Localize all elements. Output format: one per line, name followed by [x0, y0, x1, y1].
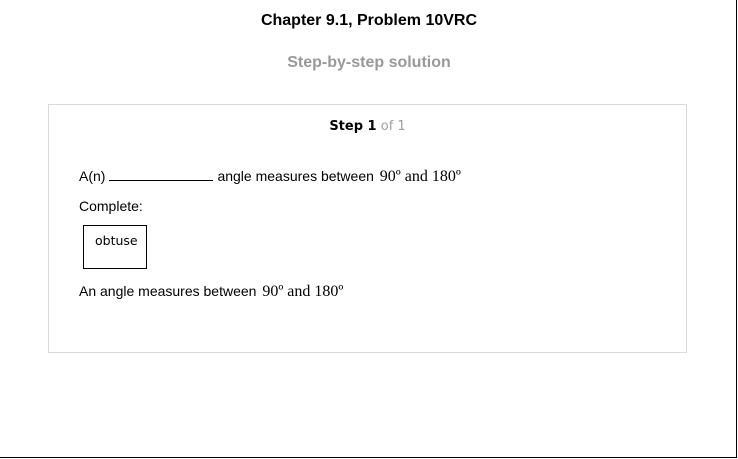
- page-title: Chapter 9.1, Problem 10VRC: [260, 12, 478, 29]
- question-suffix: angle measures between: [217, 168, 374, 184]
- solution-subtitle: Step-by-step solution: [287, 54, 451, 71]
- question-prefix: A(n): [79, 168, 106, 184]
- step-label: Step 1: [329, 119, 377, 134]
- step-count: of 1: [380, 119, 406, 134]
- conclusion-line: [79, 283, 343, 301]
- step-header: [49, 119, 686, 134]
- question-math: 90º and 180º: [379, 168, 461, 185]
- step-card: [48, 104, 687, 353]
- answer-text: obtuse: [95, 233, 138, 248]
- question-line: [79, 168, 461, 186]
- conclusion-text: An angle measures between: [79, 283, 257, 299]
- complete-label: Complete:: [79, 198, 143, 214]
- answer-box: [83, 225, 147, 269]
- conclusion-math: 90º and 180º: [262, 283, 344, 300]
- answer-blank: [109, 168, 213, 181]
